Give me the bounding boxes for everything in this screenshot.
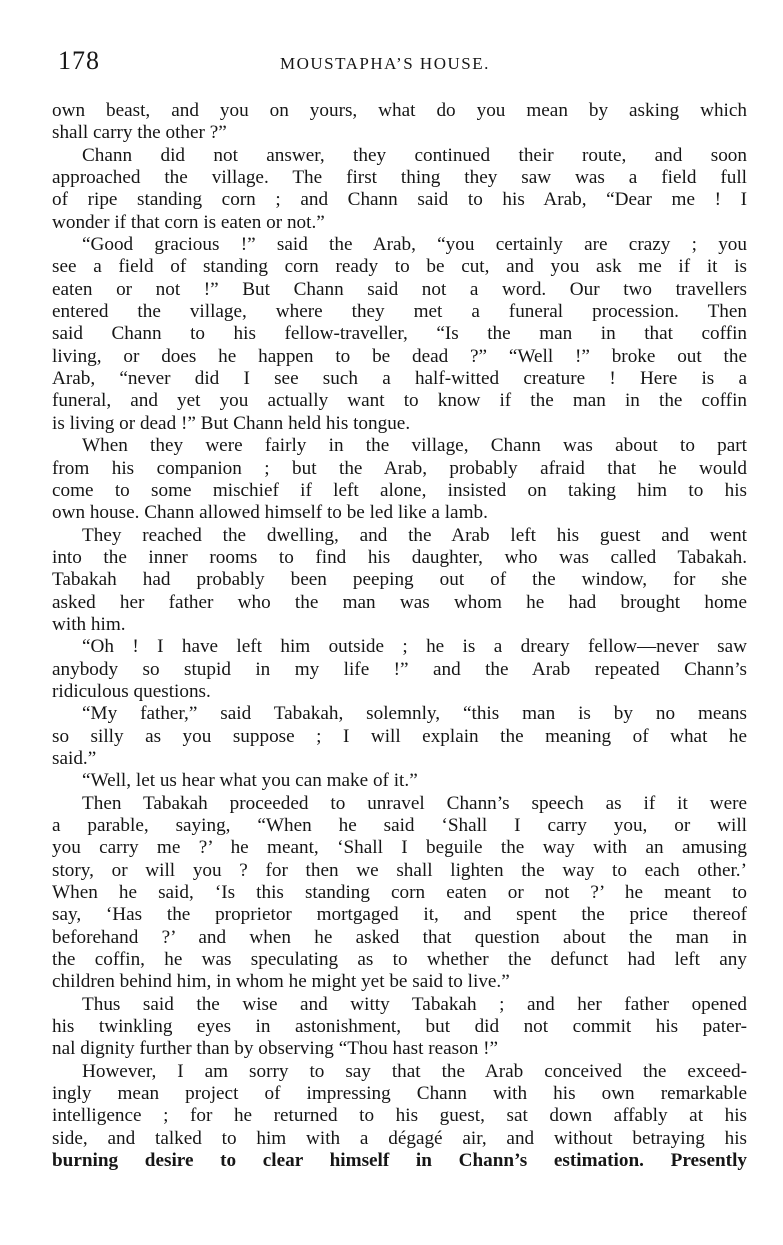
text-line: Then Tabakah proceeded to unravel Chann’s speech as if it were xyxy=(82,792,747,814)
text-line: said.” xyxy=(52,747,97,769)
text-line: entered the village, where they met a funeral procession. Then xyxy=(52,301,747,323)
text-line: When he said, ‘Is this standing corn eaten or not ?’ he meant to xyxy=(52,882,747,904)
page-header xyxy=(58,46,753,80)
body-text xyxy=(52,100,747,1173)
text-line: own house. Chann allowed himself to be led like a lamb. xyxy=(52,502,488,524)
text-line: They reached the dwelling, and the Arab left his guest and went xyxy=(82,524,747,546)
text-line: say, ‘Has the proprietor mortgaged it, and spent the price thereof xyxy=(52,904,747,926)
text-line: “Oh ! I have left him outside ; he is a dreary fellow—never saw xyxy=(82,636,747,658)
text-line: story, or will you ? for then we shall lighten the way to each other.’ xyxy=(52,859,747,881)
text-line: with him. xyxy=(52,613,126,635)
text-line: intelligence ; for he returned to his guest, sat down affably at his xyxy=(52,1105,747,1127)
text-line: nal dignity further than by observing “Thou hast reason !” xyxy=(52,1038,498,1060)
text-line: side, and talked to him with a dégagé air, and without betraying his xyxy=(52,1127,747,1149)
text-line: Chann did not answer, they continued their route, and soon xyxy=(82,144,747,166)
text-line: burning desire to clear himself in Chann’s estimation. Presently xyxy=(52,1150,747,1172)
text-line: “Well, let us hear what you can make of it.” xyxy=(82,770,418,792)
running-title: MOUSTAPHA’S HOUSE. xyxy=(280,54,490,73)
text-line: said Chann to his fellow-traveller, “Is the man in that coffin xyxy=(52,323,747,345)
page-number: 178 xyxy=(58,46,100,75)
text-line: Thus said the wise and witty Tabakah ; and her father opened xyxy=(82,993,747,1015)
text-line: anybody so stupid in my life !” and the Arab repeated Chann’s xyxy=(52,658,747,680)
text-line: see a field of standing corn ready to be cut, and you ask me if it is xyxy=(52,256,747,278)
text-line: is living or dead !” But Chann held his tongue. xyxy=(52,412,411,434)
text-line: the coffin, he was speculating as to whether the defunct had left any xyxy=(52,949,747,971)
text-line: approached the village. The first thing they saw was a field full xyxy=(52,167,747,189)
text-line: When they were fairly in the village, Chann was about to part xyxy=(82,435,747,457)
text-line: “Good gracious !” said the Arab, “you certainly are crazy ; you xyxy=(82,234,747,256)
text-line: ridiculous questions. xyxy=(52,680,211,702)
text-line: own beast, and you on yours, what do you mean by asking which xyxy=(52,100,747,121)
text-line: beforehand ?’ and when he asked that question about the man in xyxy=(52,926,747,948)
text-line: funeral, and yet you actually want to know if the man in the coffin xyxy=(52,390,747,412)
text-line: his twinkling eyes in astonishment, but did not commit his pater- xyxy=(52,1016,747,1038)
text-line: into the inner rooms to find his daughter, who was called Tabakah. xyxy=(52,546,747,568)
text-line: Arab, “never did I see such a half-witted creature ! Here is a xyxy=(52,368,747,390)
text-line: a parable, saying, “When he said ‘Shall I carry you, or will xyxy=(52,815,747,836)
text-line: eaten or not !” But Chann said not a word. Our two travellers xyxy=(52,278,747,300)
text-line: living, or does he happen to be dead ?” “Well !” broke out the xyxy=(52,345,747,367)
text-line: asked her father who the man was whom he had brought home xyxy=(52,591,747,613)
text-line: Tabakah had probably been peeping out of the window, for she xyxy=(52,569,747,591)
text-line: come to some mischief if left alone, insisted on taking him to his xyxy=(52,479,747,501)
text-line: so silly as you suppose ; I will explain the meaning of what he xyxy=(52,725,747,747)
text-line: children behind him, in whom he might yet be said to live.” xyxy=(52,971,510,993)
text-line: you carry me ?’ he meant, ‘Shall I beguile the way with an amusing xyxy=(52,837,747,859)
text-line: However, I am sorry to say that the Arab conceived the exceed- xyxy=(82,1060,747,1082)
text-line: of ripe standing corn ; and Chann said to his Arab, “Dear me ! I xyxy=(52,189,747,211)
text-line: from his companion ; but the Arab, probably afraid that he would xyxy=(52,457,747,479)
text-line: ingly mean project of impressing Chann with his own remarkable xyxy=(52,1083,747,1105)
text-line: shall carry the other ?” xyxy=(52,122,227,144)
text-line: “My father,” said Tabakah, solemnly, “this man is by no means xyxy=(82,703,747,725)
text-line: wonder if that corn is eaten or not.” xyxy=(52,211,325,233)
